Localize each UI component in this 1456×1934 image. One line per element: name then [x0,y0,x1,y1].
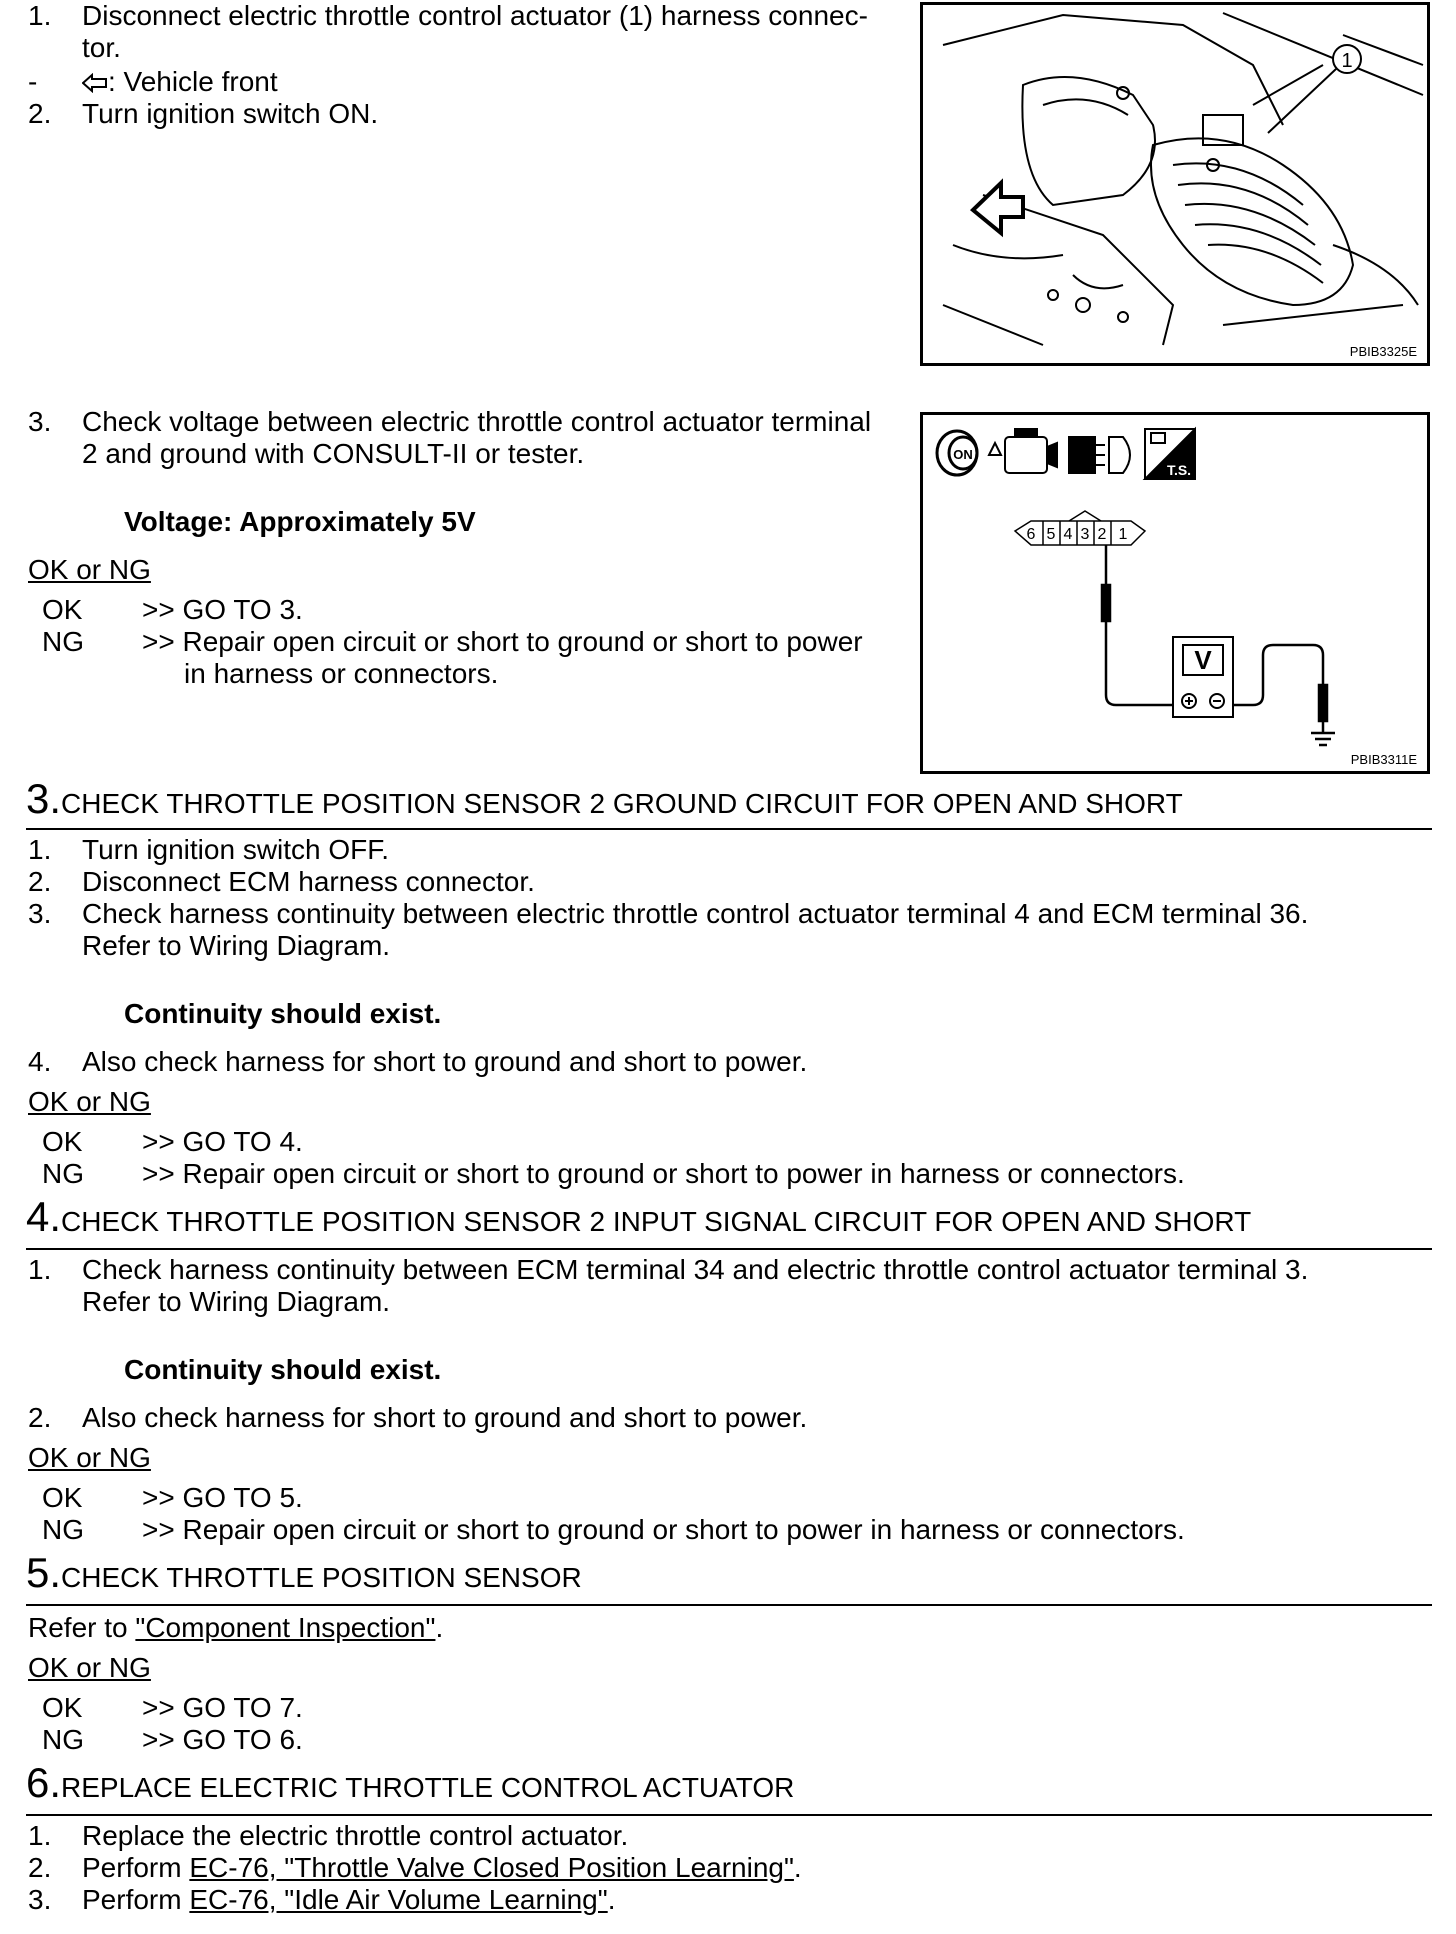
section-3-rule [26,828,1432,830]
pin-2: 2 [1097,526,1107,543]
ok-key: OK [42,1692,83,1723]
step-prefix: Perform [82,1852,190,1883]
ng-key: NG [42,1158,84,1189]
section-title: CHECK THROTTLE POSITION SENSOR 2 GROUND CIRCUIT FOR OPEN AND SHORT [61,788,1183,819]
step-text: Check voltage between electric throttle control actuator terminal [82,406,872,437]
refer-line [28,1612,443,1644]
step-text-cont: Refer to Wiring Diagram. [82,1286,391,1317]
ok-or-ng-title: OK or NG [28,1086,151,1117]
ok-key: OK [42,594,83,625]
sec3-step-3 [0,898,1440,962]
ok-action: >> GO TO 4. [142,1126,303,1157]
section-4-rule [26,1248,1432,1250]
ok-or-ng-title: OK or NG [28,1442,151,1473]
throttle-valve-learning-link[interactable]: EC-76, "Throttle Valve Closed Position Learning" [189,1852,794,1883]
pin-4: 4 [1063,526,1073,543]
continuity-spec: Continuity should exist. [124,998,442,1029]
step-text [82,1852,802,1884]
step-text: Also check harness for short to ground and short to power. [82,1402,808,1433]
step-text: Disconnect ECM harness connector. [82,866,535,897]
step-number: 3. [28,406,52,437]
vehicle-front-arrow-icon [973,183,1023,233]
step-text [82,1884,615,1916]
section-title: REPLACE ELECTRIC THROTTLE CONTROL ACTUATOR [61,1772,795,1803]
voltmeter-label: V [1194,645,1212,675]
ok-or-ng-title: OK or NG [28,554,151,585]
step-number: 3. [28,898,52,929]
ng-key: NG [42,1514,84,1545]
step-number: 2. [28,866,52,897]
continuity-spec: Continuity should exist. [124,1354,442,1385]
step-number: 3. [28,1884,52,1915]
figure-voltage-check [920,412,1430,774]
ng-key: NG [42,1724,84,1755]
step-number: 2. [28,1402,52,1433]
ng-key: NG [42,626,84,657]
connector-icon [1069,437,1130,473]
section-5-rule [26,1604,1432,1606]
engine-icon [989,429,1057,473]
section-number: 5. [26,1549,62,1596]
section-number: 3. [26,775,62,822]
section-4-heading [26,1193,1252,1240]
step-text: Check harness continuity between electric throttle control actuator terminal 4 and ECM terminal 36. [82,898,1309,929]
section-5-heading [26,1549,582,1596]
pin-1: 1 [1118,526,1128,543]
harness-connector [1015,511,1145,545]
section-6-heading [26,1759,795,1806]
step-number: 1. [28,0,52,31]
note-dash: - [28,66,38,97]
step-text: Disconnect electric throttle control actuator (1) harness connec- [82,0,868,31]
step-number: 1. [28,1254,52,1285]
engine-bay-illustration [923,5,1427,363]
section-title: CHECK THROTTLE POSITION SENSOR 2 INPUT SIGNAL CIRCUIT FOR OPEN AND SHORT [61,1206,1252,1237]
step-text: Also check harness for short to ground and short to power. [82,1046,808,1077]
step-number: 4. [28,1046,52,1077]
ng-row [0,626,900,690]
callout-1-label: 1 [1341,50,1353,72]
figure-id: PBIB3325E [1349,344,1417,359]
step-suffix: . [793,1852,802,1883]
ok-action: >> GO TO 3. [142,594,303,625]
figure-id: PBIB3311E [1350,752,1417,767]
note-text [82,66,278,98]
ng-action: >> Repair open circuit or short to ground or short to power in harness or connectors. [142,1514,1185,1545]
step-text: Check harness continuity between ECM terminal 34 and electric throttle control actuator terminal 3. [82,1254,1309,1285]
ng-action-cont: in harness or connectors. [184,658,499,689]
refer-suffix: . [435,1612,444,1643]
svg-text:T.S.: T.S. [1166,462,1192,478]
step-text: Turn ignition switch OFF. [82,834,390,865]
pin-6: 6 [1026,526,1036,543]
intro-step-3 [0,406,900,470]
pin-3: 3 [1080,526,1090,543]
ng-action: >> GO TO 6. [142,1724,303,1755]
step-text: Replace the electric throttle control actuator. [82,1820,629,1851]
section-6-rule [26,1814,1432,1816]
note-label: : Vehicle front [108,66,278,97]
section-number: 6. [26,1759,62,1806]
section-number: 4. [26,1193,62,1240]
component-inspection-link[interactable]: "Component Inspection" [135,1612,436,1643]
sec4-step-1 [0,1254,1440,1318]
voltage-check-diagram [923,415,1427,771]
step-text-cont: 2 and ground with CONSULT-II or tester. [82,438,585,469]
arrow-left-icon [82,73,108,93]
step-number: 2. [28,1852,52,1883]
ok-key: OK [42,1482,83,1513]
step-text-cont: Refer to Wiring Diagram. [82,930,391,961]
step-text: Turn ignition switch ON. [82,98,379,129]
step-prefix: Perform [82,1884,190,1915]
svg-text:ON: ON [953,447,973,462]
ok-key: OK [42,1126,83,1157]
voltage-spec: Voltage: Approximately 5V [124,506,476,537]
pin-5: 5 [1046,526,1056,543]
ok-or-ng-title: OK or NG [28,1652,151,1683]
ng-action: >> Repair open circuit or short to ground or short to power in harness or connectors. [142,1158,1185,1189]
intro-step-1 [0,0,900,64]
section-title: CHECK THROTTLE POSITION SENSOR [61,1562,582,1593]
idle-air-volume-learning-link[interactable]: EC-76, "Idle Air Volume Learning" [189,1884,608,1915]
step-number: 1. [28,1820,52,1851]
step-text-cont: tor. [82,32,121,63]
ok-action: >> GO TO 5. [142,1482,303,1513]
section-3-heading [26,775,1183,822]
step-number: 2. [28,98,52,129]
step-number: 1. [28,834,52,865]
figure-engine-bay [920,2,1430,366]
ok-action: >> GO TO 7. [142,1692,303,1723]
ng-action: >> Repair open circuit or short to ground or short to power [142,626,863,657]
refer-prefix: Refer to [28,1612,136,1643]
step-suffix: . [607,1884,616,1915]
